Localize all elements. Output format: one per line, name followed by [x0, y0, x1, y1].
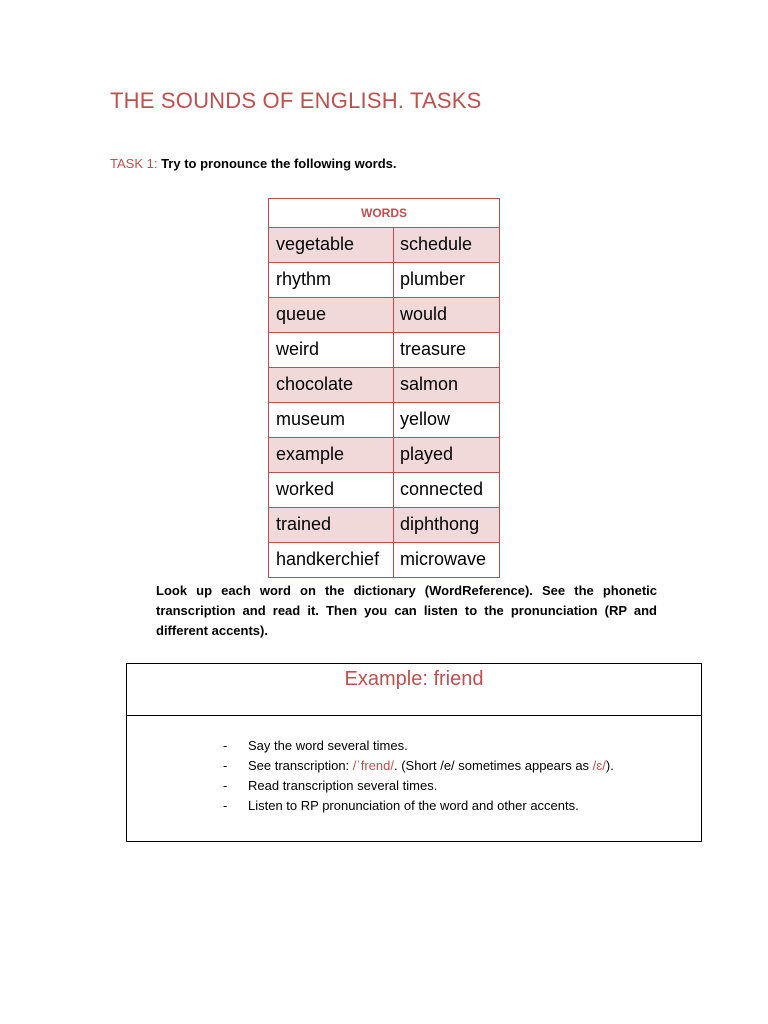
- example-heading: Example: friend: [127, 664, 701, 716]
- list-item: [223, 756, 614, 776]
- table-row: [269, 403, 500, 438]
- word-cell: salmon: [394, 368, 500, 403]
- table-row: [269, 438, 500, 473]
- instructions-paragraph: Look up each word on the dictionary (WordReference). See the phonetic transcription and read it. Then you can listen to the pronunciation (RP and different accents).: [156, 583, 657, 638]
- word-cell: trained: [269, 508, 394, 543]
- word-cell: chocolate: [269, 368, 394, 403]
- step-text: Listen to RP pronunciation of the word and other accents.: [248, 798, 579, 813]
- table-row: [269, 508, 500, 543]
- phonetic-symbol: /ɛ/: [592, 758, 606, 773]
- word-cell: example: [269, 438, 394, 473]
- word-cell: would: [394, 298, 500, 333]
- step-text: See transcription:: [248, 758, 353, 773]
- word-cell: handkerchief: [269, 543, 394, 578]
- words-table-header: WORDS: [269, 199, 500, 228]
- dash-marker: -: [223, 798, 228, 813]
- word-cell: yellow: [394, 403, 500, 438]
- task-1-label: TASK 1:: [110, 156, 158, 171]
- page-title: THE SOUNDS OF ENGLISH. TASKS: [110, 88, 482, 113]
- word-cell: schedule: [394, 228, 500, 263]
- word-cell: worked: [269, 473, 394, 508]
- word-cell: played: [394, 438, 500, 473]
- table-row: [269, 298, 500, 333]
- step-text: ).: [605, 758, 614, 773]
- table-row: [269, 333, 500, 368]
- table-row: [269, 228, 500, 263]
- word-cell: plumber: [394, 263, 500, 298]
- task-1-text: Try to pronounce the following words.: [161, 156, 397, 171]
- word-cell: vegetable: [269, 228, 394, 263]
- word-cell: queue: [269, 298, 394, 333]
- word-cell: connected: [394, 473, 500, 508]
- table-row: [269, 473, 500, 508]
- step-text: . (Short /e/ sometimes appears as: [393, 758, 593, 773]
- step-text: Read transcription several times.: [248, 778, 438, 793]
- dash-marker: -: [223, 778, 228, 793]
- example-box: [126, 663, 702, 842]
- words-table: [268, 198, 500, 578]
- word-cell: museum: [269, 403, 394, 438]
- list-item: [223, 796, 614, 816]
- list-item: [223, 776, 614, 796]
- word-cell: microwave: [394, 543, 500, 578]
- list-item: [223, 736, 614, 756]
- dash-marker: -: [223, 758, 228, 773]
- dash-marker: -: [223, 738, 228, 753]
- example-steps-list: [223, 736, 614, 816]
- word-cell: rhythm: [269, 263, 394, 298]
- word-cell: weird: [269, 333, 394, 368]
- transcription-text: /ˈfrend/: [352, 758, 394, 773]
- table-row: [269, 263, 500, 298]
- task-1-instruction: [110, 156, 397, 171]
- table-row: [269, 543, 500, 578]
- table-row: [269, 368, 500, 403]
- step-text: Say the word several times.: [248, 738, 408, 753]
- word-cell: diphthong: [394, 508, 500, 543]
- word-cell: treasure: [394, 333, 500, 368]
